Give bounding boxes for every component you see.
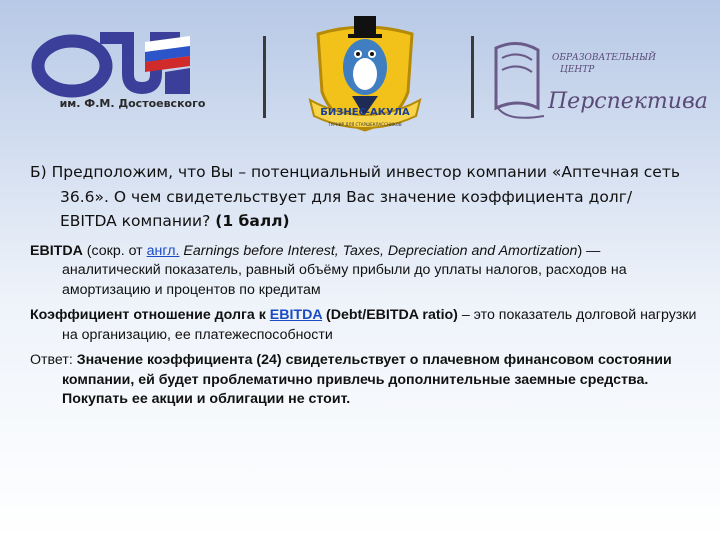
svg-text:БИЗНЕС-АКУЛА: БИЗНЕС-АКУЛА: [320, 107, 410, 118]
question-text: [30, 160, 690, 234]
svg-text:ТУРНИР ДЛЯ СТАРШЕКЛАССНИКОВ: ТУРНИР ДЛЯ СТАРШЕКЛАССНИКОВ: [328, 122, 402, 127]
slide-content: [0, 160, 720, 410]
ratio-definition: Коэффициент отношение долга к EBITDA (Debt/EBITDA ratio) – это показатель долговой нагрузки на организацию, ее платежеспособности: [30, 307, 697, 343]
perspective-logo-emblem: [488, 38, 548, 122]
answer-label: Ответ:: [30, 352, 77, 368]
question-body: Б) Предположим, что Вы – потенциальный инвестор компании «Аптечная сеть 36.6». О чем свидетельствует для Вас значение коэффициента долг/ EBITDA компании?: [30, 163, 680, 230]
omgu-logo: [30, 28, 200, 100]
answer-text: Значение коэффициента (24) свидетельствует о плачевном финансовом состоянии компании, ей будет проблематично привлечь дополнительные заемные средства. Покупать ее акции и облигации не стоит.: [62, 352, 672, 407]
answer-paragraph: [30, 351, 698, 410]
perspective-subtitle: ОБРАЗОВАТЕЛЬНЫЙ ЦЕНТР: [552, 53, 656, 75]
question-points: (1 балл): [215, 212, 290, 230]
business-shark-logo: [298, 12, 432, 136]
english-link[interactable]: англ.: [146, 242, 180, 259]
ebitda-link[interactable]: EBITDA: [269, 307, 323, 323]
logo-bar: [0, 0, 720, 150]
separator-left: [263, 36, 266, 118]
separator-right: [471, 36, 474, 118]
perspective-title: Перспектива: [548, 89, 708, 114]
omgu-caption: им. Ф.М. Достоевского: [59, 97, 206, 110]
ebitda-definition: EBITDA (сокр. от англ. Earnings before Interest, Taxes, Depreciation and Amortization) — аналитический показатель, равный объёму прибыли до уплаты налогов, расходов на амортизацию и процентов по кредитам: [30, 242, 627, 298]
ebitda-term: EBITDA: [30, 242, 83, 259]
